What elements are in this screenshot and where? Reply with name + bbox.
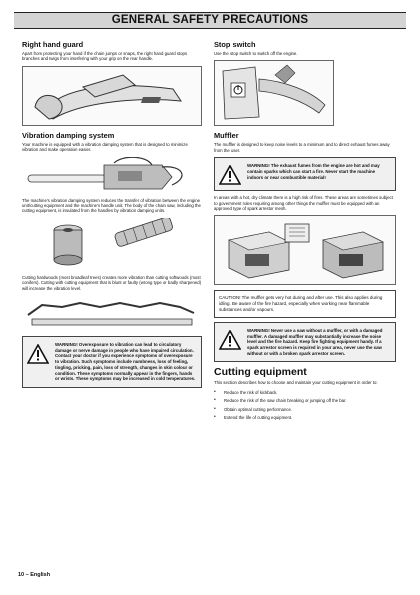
- left-column: [22, 40, 202, 392]
- chain-drawing: [22, 295, 202, 331]
- list-item: • Reduce the risk of kickback.: [214, 390, 396, 395]
- muffler-warning-box-1: [214, 157, 396, 191]
- stop-switch-text: Use the stop switch to switch off the engine.: [214, 51, 298, 56]
- cutting-equipment-list: [214, 390, 396, 421]
- page-title: GENERAL SAFETY PRECAUTIONS: [111, 14, 309, 26]
- warning-triangle-icon: [219, 330, 241, 350]
- vibration-heading: Vibration damping system: [22, 130, 115, 140]
- hand-guard-illustration: [22, 66, 202, 126]
- page-footer: [18, 572, 50, 578]
- damper-drawing: [22, 218, 202, 270]
- vibration-text-3: Cutting hardwoods (most broadleaf trees) creates more vibration than cutting softwoods (most conifers). Cutting with cutting equipment that is blunt or faulty (wrong type or badly sharpened) will increase the vibration level.: [22, 274, 202, 291]
- chainsaw-drawing: [22, 157, 202, 193]
- page-header: [14, 12, 406, 29]
- chain-illustration: [22, 295, 202, 331]
- muffler-heading: Muffler: [214, 131, 239, 141]
- muffler-text-2: In areas with a hot, dry climate there is a high risk of fires. These areas are sometimes subject to government rules requiring among other things the muffler must be equipped with an approved type of spark arrestor mesh.: [214, 195, 393, 212]
- right-hand-guard-heading: Right hand guard: [22, 40, 84, 49]
- list-item: • Reduce the risk of the saw chain breaking or jumping off the bar.: [214, 398, 396, 403]
- vibration-text-1: Your machine is equipped with a vibration damping system that is designed to minimize vibration and make operation easier.: [22, 141, 188, 153]
- muffler-illustration: [214, 215, 396, 285]
- cutting-equipment-intro: This section describes how to choose and maintain your cutting equipment in order to:: [214, 380, 378, 386]
- right-hand-guard-text: Apart from protecting your hand if the chain jumps or snaps, the right hand guard stops branches and twigs from interfering with your grip on the rear handle.: [22, 51, 188, 62]
- muffler-text-1: The muffler is designed to keep noise levels to a minimum and to direct exhaust fumes away from the user.: [214, 142, 390, 153]
- vibration-text-2: The machine's vibration damping system reduces the transfer of vibration between the engine unit/cutting equipment and the machine's handle unit. The body of the chain saw, including the cutting equipment, is insulated from the handles by vibration damping units.: [22, 197, 201, 214]
- damper-illustration: [22, 218, 202, 270]
- hand-guard-drawing: [23, 67, 201, 125]
- muffler-caution-box: [214, 290, 396, 317]
- stop-switch-drawing: [215, 61, 333, 125]
- muffler-warning-text-1: WARNING! The exhaust fumes from the engine are hot and may contain sparks which can start a fire. Never start the machine indoors or near combustible material!: [247, 163, 380, 180]
- muffler-warning-text-2: WARNING! Never use a saw without a muffler, or with a damaged muffler. A damaged muffler may substantially increase the noise level and the fire hazard. Keep fire fighting equipment handy. If a spark arrestor screen is required in your area, never use the saw without or with a broken spark arrestor screen.: [247, 327, 383, 356]
- warning-triangle-icon: [219, 165, 241, 185]
- list-item: • Obtain optimal cutting performance.: [214, 407, 396, 412]
- right-column: [214, 40, 396, 423]
- page-number: 10 – English: [18, 572, 51, 578]
- warning-triangle-icon: [27, 344, 49, 364]
- list-item: • Extend the life of cutting equipment.: [214, 415, 396, 420]
- cutting-equipment-heading: Cutting equipment: [214, 366, 307, 379]
- vibration-warning-box: [22, 336, 202, 388]
- chainsaw-illustration: [22, 157, 202, 193]
- muffler-caution-text: CAUTION! The muffler gets very hot during and after use. This also applies during idling. Be aware of the fire hazard, especially when working near flammable substances and/or vapours.: [219, 295, 383, 313]
- stop-switch-illustration: [214, 60, 334, 126]
- stop-switch-heading: Stop switch: [214, 40, 256, 49]
- muffler-drawing: [215, 216, 395, 284]
- vibration-warning-text: WARNING! Overexposure to vibration can lead to circulatory damage or nerve damage in people who have impaired circulation. Contact your doctor if you experience symptoms of overexposure to vibration. Such symptoms include numbness, loss of feeling, tingling, pricking, pain, loss of strength, changes in skin colour or condition. These symptoms normally appear in the fingers, hands or wrists. These symptoms may be increased in cold temperatures.: [55, 342, 196, 382]
- muffler-warning-box-2: [214, 322, 396, 363]
